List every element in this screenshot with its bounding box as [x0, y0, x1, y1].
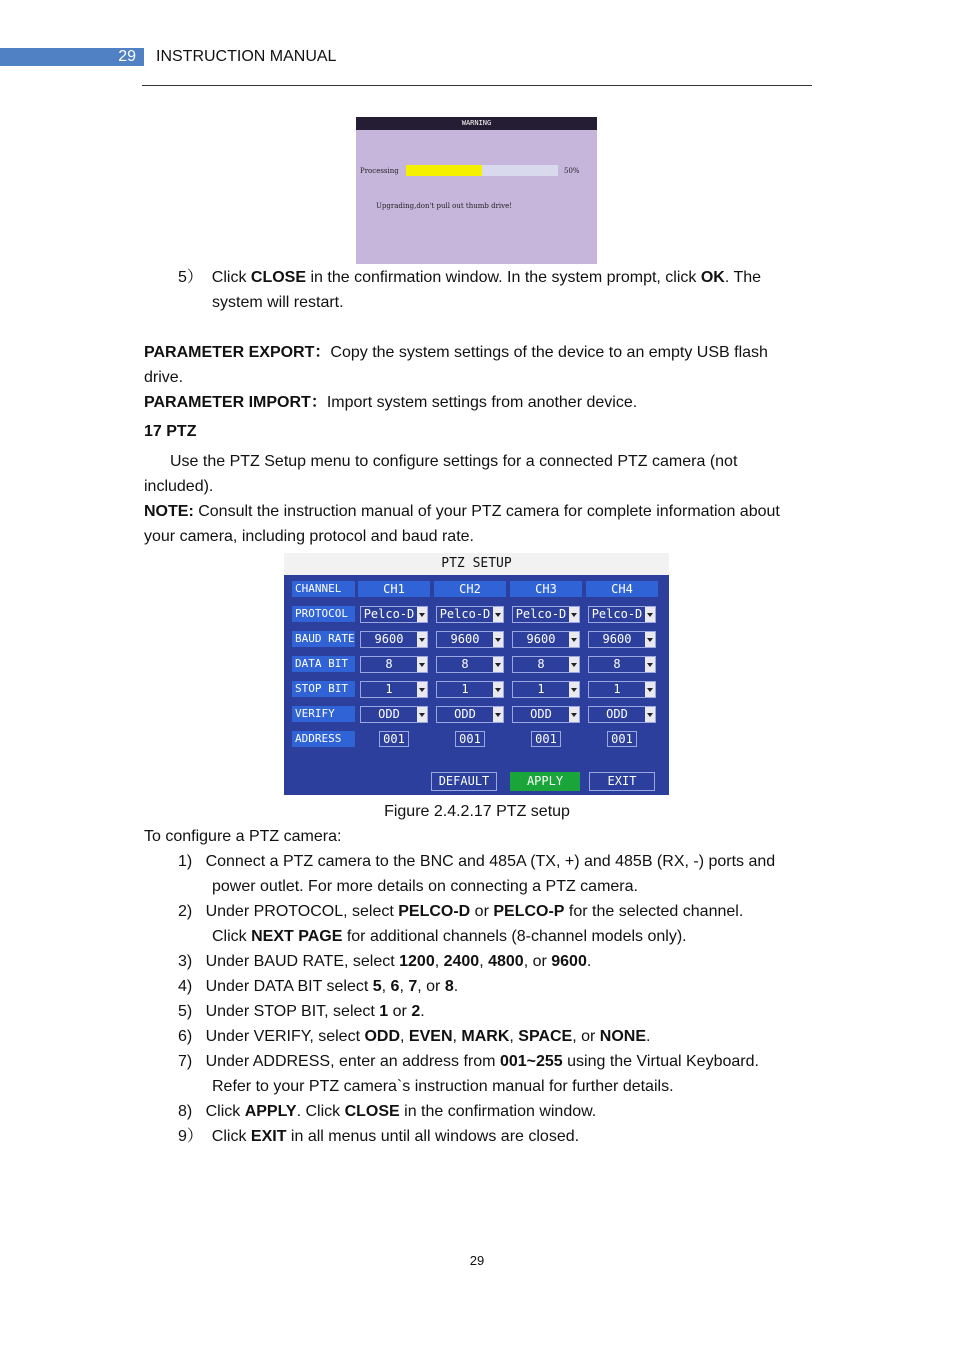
- ptz-verify-ch2[interactable]: ODD: [436, 706, 504, 723]
- chevron-down-icon[interactable]: [569, 607, 579, 622]
- ptz-protocol-ch4[interactable]: Pelco-D: [588, 606, 656, 623]
- progress-fill: [406, 165, 482, 176]
- section-title: 17 PTZ: [144, 423, 197, 440]
- header-divider: [142, 85, 812, 86]
- ptz-baud-ch2[interactable]: 9600: [436, 631, 504, 648]
- param-export: PARAMETER EXPORT：Copy the system settings of the device to an empty USB flash: [144, 344, 768, 361]
- ptz-verify-ch3[interactable]: ODD: [512, 706, 580, 723]
- ptz-setup-screenshot: [284, 553, 669, 795]
- ptz-label-data-bit: DATA BIT: [292, 656, 355, 672]
- ptz-default-button[interactable]: DEFAULT: [431, 772, 497, 791]
- ptz-label-address: ADDRESS: [292, 731, 355, 747]
- configure-intro: To configure a PTZ camera:: [144, 828, 342, 845]
- step-4: 4) Under DATA BIT select 5, 6, 7, or 8.: [178, 978, 459, 995]
- chevron-down-icon[interactable]: [569, 657, 579, 672]
- chevron-down-icon[interactable]: [645, 657, 655, 672]
- ptz-ch3: CH3: [510, 581, 582, 597]
- param-import: PARAMETER IMPORT：Import system settings from another device.: [144, 394, 638, 411]
- ptz-stopbit-ch2[interactable]: 1: [436, 681, 504, 698]
- step-8: 8) Click APPLY. Click CLOSE in the confirmation window.: [178, 1103, 597, 1120]
- step-9: 9） Click EXIT in all menus until all windows are closed.: [178, 1128, 580, 1145]
- chevron-down-icon[interactable]: [417, 657, 427, 672]
- ptz-address-ch4[interactable]: 001: [607, 731, 637, 747]
- ptz-databit-ch3[interactable]: 8: [512, 656, 580, 673]
- chevron-down-icon[interactable]: [493, 607, 503, 622]
- chevron-down-icon[interactable]: [493, 657, 503, 672]
- chevron-down-icon[interactable]: [569, 632, 579, 647]
- step-7: 7) Under ADDRESS, enter an address from 001~255 using the Virtual Keyboard.: [178, 1053, 759, 1070]
- chevron-down-icon[interactable]: [493, 707, 503, 722]
- ptz-address-ch3[interactable]: 001: [531, 731, 561, 747]
- ptz-databit-ch2[interactable]: 8: [436, 656, 504, 673]
- chevron-down-icon[interactable]: [493, 682, 503, 697]
- chevron-down-icon[interactable]: [493, 632, 503, 647]
- ptz-label-baud-rate: BAUD RATE: [292, 631, 355, 647]
- step5-line2: system will restart.: [212, 294, 344, 311]
- ptz-databit-ch4[interactable]: 8: [588, 656, 656, 673]
- ptz-databit-ch1[interactable]: 8: [360, 656, 428, 673]
- ptz-stopbit-ch4[interactable]: 1: [588, 681, 656, 698]
- ptz-apply-button[interactable]: APPLY: [510, 772, 580, 791]
- ptz-ch2: CH2: [434, 581, 506, 597]
- chevron-down-icon[interactable]: [417, 607, 427, 622]
- chevron-down-icon[interactable]: [645, 632, 655, 647]
- warning-screenshot: [356, 117, 597, 264]
- ptz-baud-ch4[interactable]: 9600: [588, 631, 656, 648]
- ptz-exit-button[interactable]: EXIT: [589, 772, 655, 791]
- step-7-line2: Refer to your PTZ camera`s instruction manual for further details.: [212, 1078, 674, 1095]
- chevron-down-icon[interactable]: [569, 707, 579, 722]
- ptz-stopbit-ch3[interactable]: 1: [512, 681, 580, 698]
- warning-title: WARNING: [356, 117, 597, 130]
- ptz-label-channel: CHANNEL: [292, 581, 355, 597]
- step-1: 1) Connect a PTZ camera to the BNC and 485A (TX, +) and 485B (RX, -) ports and: [178, 853, 776, 870]
- header-page-number: 29: [118, 48, 136, 65]
- chevron-down-icon[interactable]: [417, 632, 427, 647]
- step-6: 6) Under VERIFY, select ODD, EVEN, MARK, SPACE, or NONE.: [178, 1028, 651, 1045]
- step-5: 5) Under STOP BIT, select 1 or 2.: [178, 1003, 425, 1020]
- progress-percent: 50%: [564, 167, 580, 175]
- ptz-label-verify: VERIFY: [292, 706, 355, 722]
- intro-line1: Use the PTZ Setup menu to configure settings for a connected PTZ camera (not: [170, 453, 738, 470]
- ptz-verify-ch4[interactable]: ODD: [588, 706, 656, 723]
- step5-line1: 5） Click CLOSE in the confirmation window. In the system prompt, click OK. The: [178, 269, 762, 286]
- step-2-line2: Click NEXT PAGE for additional channels (8-channel models only).: [212, 928, 687, 945]
- note-line2: your camera, including protocol and baud rate.: [144, 528, 474, 545]
- step-2: 2) Under PROTOCOL, select PELCO-D or PELCO-P for the selected channel.: [178, 903, 744, 920]
- step-1-line2: power outlet. For more details on connecting a PTZ camera.: [212, 878, 638, 895]
- ptz-ch1: CH1: [358, 581, 430, 597]
- chevron-down-icon[interactable]: [417, 707, 427, 722]
- figure-caption: Figure 2.4.2.17 PTZ setup: [384, 803, 570, 820]
- ptz-label-stop-bit: STOP BIT: [292, 681, 355, 697]
- ptz-baud-ch1[interactable]: 9600: [360, 631, 428, 648]
- chevron-down-icon[interactable]: [645, 682, 655, 697]
- chevron-down-icon[interactable]: [417, 682, 427, 697]
- ptz-protocol-ch3[interactable]: Pelco-D: [512, 606, 580, 623]
- param-export-line2: drive.: [144, 369, 184, 386]
- ptz-baud-ch3[interactable]: 9600: [512, 631, 580, 648]
- chevron-down-icon[interactable]: [569, 682, 579, 697]
- processing-label: Processing: [360, 167, 399, 175]
- intro-line2: included).: [144, 478, 214, 495]
- header-title: INSTRUCTION MANUAL: [156, 48, 337, 65]
- ptz-verify-ch1[interactable]: ODD: [360, 706, 428, 723]
- ptz-address-ch1[interactable]: 001: [379, 731, 409, 747]
- chevron-down-icon[interactable]: [645, 707, 655, 722]
- chevron-down-icon[interactable]: [645, 607, 655, 622]
- ptz-protocol-ch2[interactable]: Pelco-D: [436, 606, 504, 623]
- ptz-label-protocol: PROTOCOL: [292, 606, 355, 622]
- note-line1: NOTE: Consult the instruction manual of your PTZ camera for complete information about: [144, 503, 780, 520]
- ptz-address-ch2[interactable]: 001: [455, 731, 485, 747]
- step-3: 3) Under BAUD RATE, select 1200, 2400, 4800, or 9600.: [178, 953, 592, 970]
- footer-page-number: 29: [469, 1253, 485, 1268]
- warning-message: Upgrading,don't pull out thumb drive!: [376, 202, 513, 210]
- ptz-ch4: CH4: [586, 581, 658, 597]
- ptz-protocol-ch1[interactable]: Pelco-D: [360, 606, 428, 623]
- progress-bar: [406, 165, 558, 176]
- ptz-stopbit-ch1[interactable]: 1: [360, 681, 428, 698]
- ptz-title: PTZ SETUP: [284, 553, 669, 575]
